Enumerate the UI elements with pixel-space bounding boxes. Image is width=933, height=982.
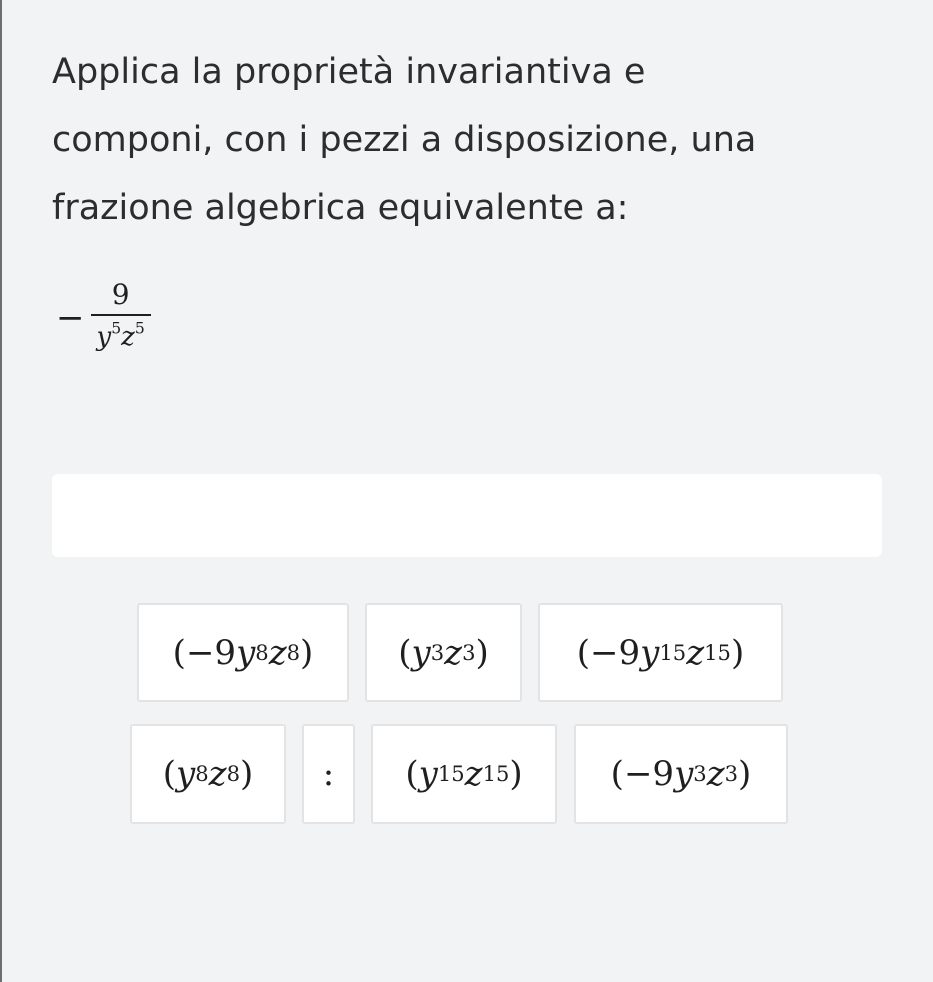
target-fraction [56,278,151,356]
question-line-2: componi, con i pezzi a disposizione, una [52,120,757,160]
piece-tile-7[interactable]: ( −9 y 3 z 3 ) [574,724,788,824]
fraction [91,278,151,356]
left-border [0,0,2,982]
question-line-3: frazione algebrica equivalente a: [52,188,629,228]
piece-tile-4[interactable]: ( y 8 z 8 ) [130,724,286,824]
piece-tile-6[interactable]: ( y 15 z 15 ) [371,724,557,824]
piece-tile-3[interactable]: ( −9 y 15 z 15 ) [538,603,783,702]
question-text [52,38,892,242]
piece-tile-2[interactable]: ( y 3 z 3 ) [365,603,522,702]
piece-tile-division[interactable]: : [302,724,355,824]
question-line-1: Applica la proprietà invariantiva e [52,52,646,92]
fraction-numerator: 9 [111,278,130,311]
fraction-denominator: $y^5z^5$ [91,314,151,356]
fraction-sign: − [56,298,85,338]
answer-drop-area[interactable] [52,474,882,557]
piece-tile-1[interactable]: ( −9 y 8 z 8 ) [137,603,349,702]
